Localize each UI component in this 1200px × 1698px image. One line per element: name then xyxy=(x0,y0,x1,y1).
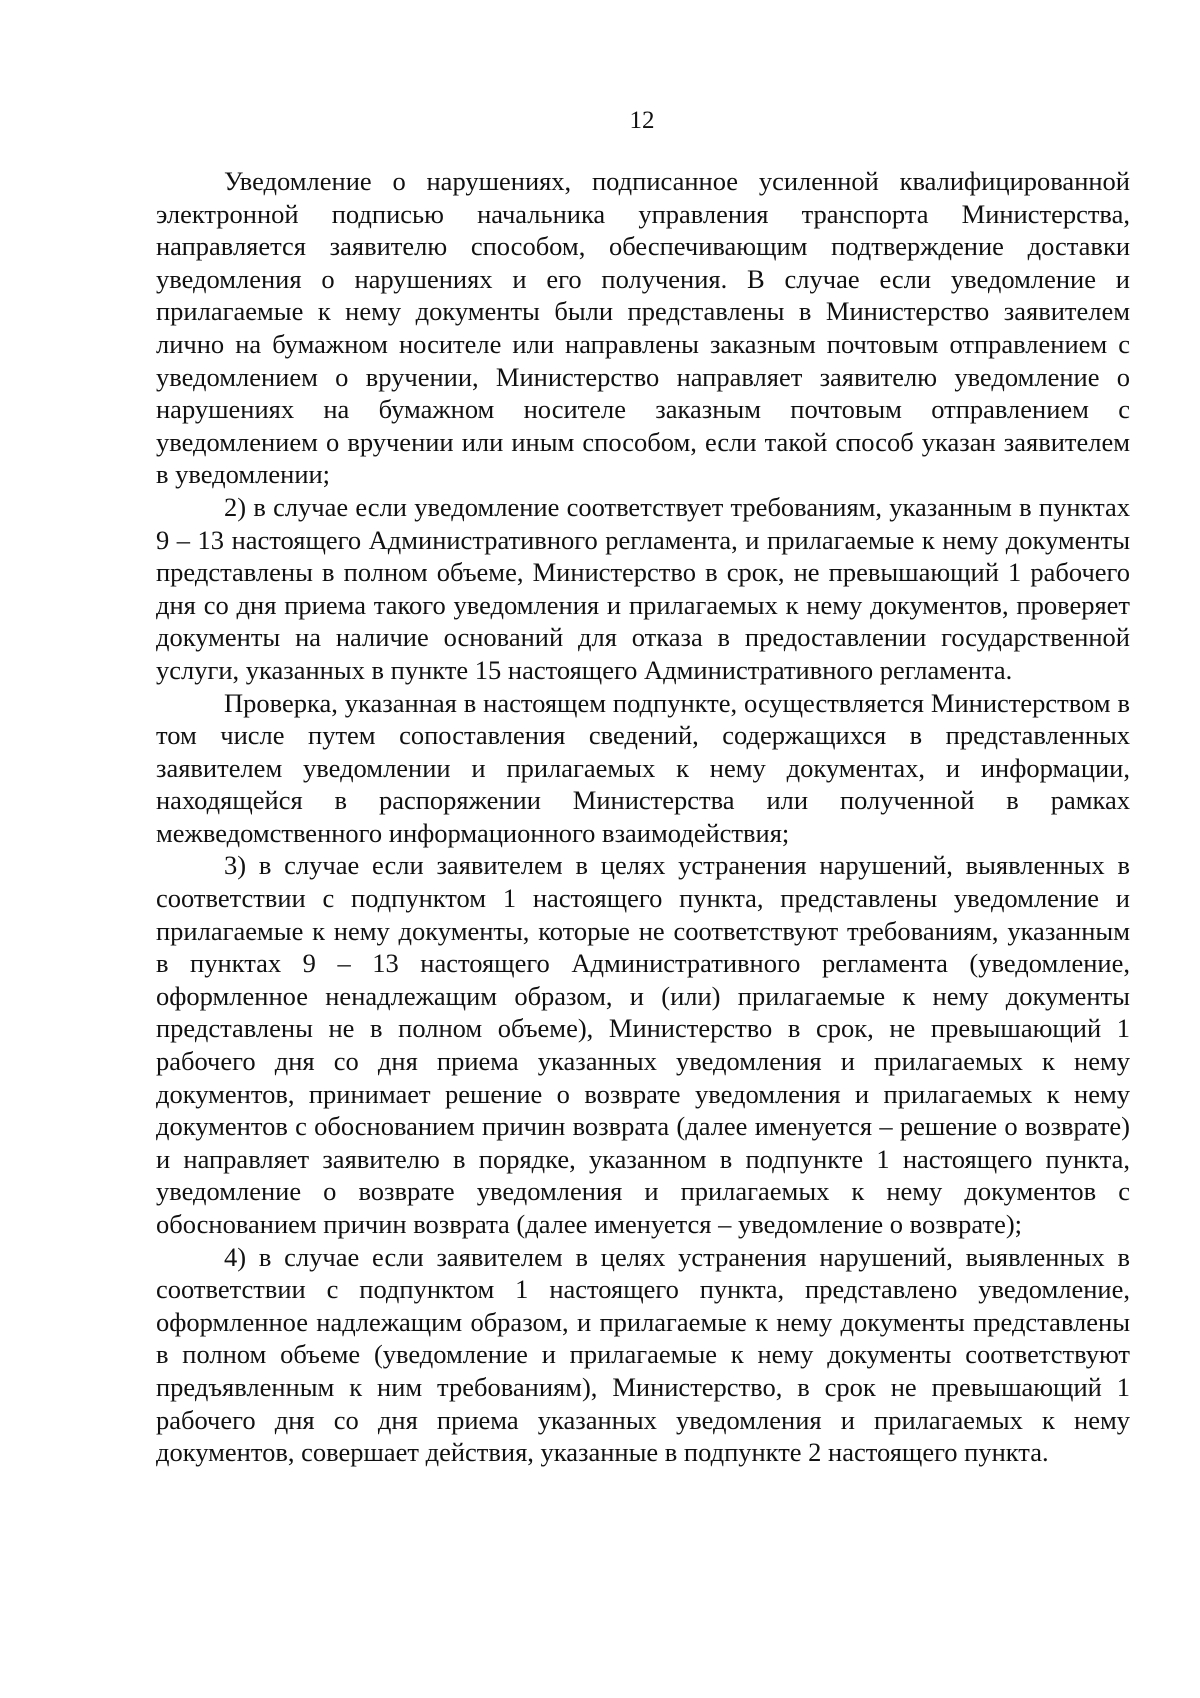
paragraph-notice-of-violations: Уведомление о нарушениях, подписанное усиленной квалифицированной электронной подписью начальника управления транспорта Министерства, направляется заявителю способом, обеспечивающим подтверждение доставки уведомления о нарушениях и его получения. В случае если уведомление и прилагаемые к нему документы были представлены в Министерство заявителем лично на бумажном носителе или направлены заказным почтовым отправлением с уведомлением о вручении, Министерство направляет заявителю уведомление о нарушениях на бумажном носителе заказным почтовым отправлением с уведомлением о вручении или иным способом, если такой способ указан заявителем в уведомлении; xyxy=(156,166,1130,490)
page-number: 12 xyxy=(629,107,655,134)
paragraph-subclause-4: 4) в случае если заявителем в целях устранения нарушений, выявленных в соответствии с подпунктом 1 настоящего пункта, представлено уведомление, оформленное надлежащим образом, и прилагаемые к нему документы представлены в полном объеме (уведомление и прилагаемые к нему документы соответствуют предъявленным к ним требованиям), Министерство, в срок не превышающий 1 рабочего дня со дня приема указанных уведомления и прилагаемых к нему документов, совершает действия, указанные в подпункте 2 настоящего пункта. xyxy=(156,1241,1130,1468)
paragraph-subclause-3: 3) в случае если заявителем в целях устранения нарушений, выявленных в соответствии с подпунктом 1 настоящего пункта, представлены уведомление и прилагаемые к нему документы, которые не соответствуют требованиям, указанным в пунктах 9 – 13 настоящего Административного регламента (уведомление, оформленное ненадлежащим образом, и (или) прилагаемые к нему документы представлены не в полном объеме), Министерство в срок, не превышающий 1 рабочего дня со дня приема указанных уведомления и прилагаемых к нему документов, принимает решение о возврате уведомления и прилагаемых к нему документов с обоснованием причин возврата (далее именуется – решение о возврате) и направляет заявителю в порядке, указанном в подпункте 1 настоящего пункта, уведомление о возврате уведомления и прилагаемых к нему документов с обоснованием причин возврата (далее именуется – уведомление о возврате); xyxy=(156,850,1130,1239)
paragraph-verification: Проверка, указанная в настоящем подпункте, осуществляется Министерством в том числе путем сопоставления сведений, содержащихся в представленных заявителем уведомлении и прилагаемых к нему документах, и информации, находящейся в распоряжении Министерства или полученной в рамках межведомственного информационного взаимодействия; xyxy=(156,687,1130,848)
document-body xyxy=(156,165,1130,1469)
paragraph-subclause-2: 2) в случае если уведомление соответствует требованиям, указанным в пунктах 9 – 13 настоящего Административного регламента, и прилагаемые к нему документы представлены в полном объеме, Министерство в срок, не превышающий 1 рабочего дня со дня приема такого уведомления и прилагаемых к нему документов, проверяет документы на наличие оснований для отказа в предоставлении государственной услуги, указанных в пункте 15 настоящего Административного регламента. xyxy=(156,491,1130,685)
